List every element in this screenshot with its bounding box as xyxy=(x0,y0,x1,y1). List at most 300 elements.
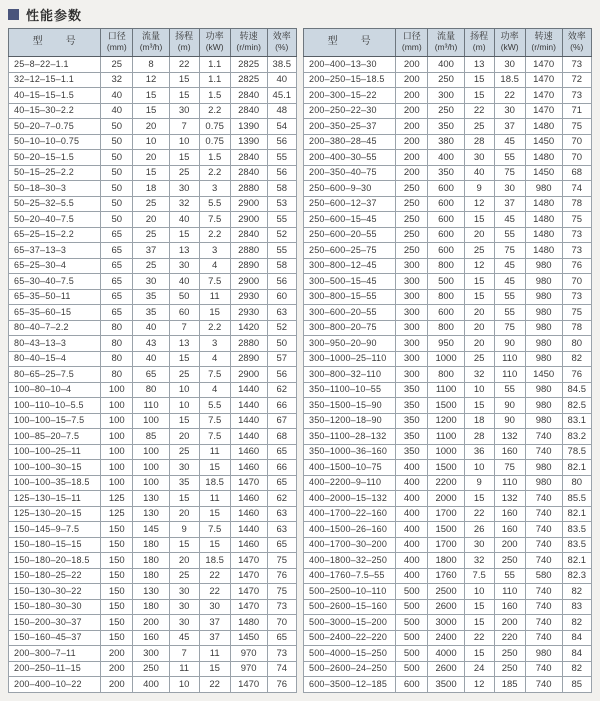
value-cell: 15 xyxy=(169,413,199,429)
value-cell: 1460 xyxy=(230,491,267,507)
value-cell: 10 xyxy=(464,460,494,476)
table-row-left xyxy=(9,57,297,73)
table-row-right xyxy=(304,506,592,522)
value-cell: 78 xyxy=(562,320,591,336)
value-cell: 45 xyxy=(169,630,199,646)
value-cell: 980 xyxy=(525,646,562,662)
value-cell: 24 xyxy=(464,661,494,677)
value-cell: 110 xyxy=(133,398,169,414)
model-cell: 25–8–22–1.1 xyxy=(9,57,101,73)
value-cell: 1450 xyxy=(525,165,562,181)
value-cell: 22 xyxy=(494,88,525,104)
table-row-left xyxy=(9,165,297,181)
value-cell: 32 xyxy=(464,367,494,383)
table-row-right xyxy=(304,243,592,259)
table-row-right xyxy=(304,584,592,600)
value-cell: 250 xyxy=(396,227,428,243)
model-cell: 150–145–9–7.5 xyxy=(9,522,101,538)
value-cell: 100 xyxy=(101,413,133,429)
value-cell: 32 xyxy=(464,553,494,569)
value-cell: 40 xyxy=(101,103,133,119)
value-cell: 11 xyxy=(199,646,230,662)
value-cell: 2.2 xyxy=(199,320,230,336)
value-cell: 55 xyxy=(267,243,296,259)
value-cell: 32 xyxy=(169,196,199,212)
table-row-left xyxy=(9,351,297,367)
value-cell: 50 xyxy=(101,212,133,228)
value-cell: 185 xyxy=(494,677,525,693)
value-cell: 2400 xyxy=(428,630,464,646)
table-row-right xyxy=(304,103,592,119)
model-cell: 500–2600–24–250 xyxy=(304,661,396,677)
value-cell: 600 xyxy=(428,227,464,243)
value-cell: 18.5 xyxy=(199,553,230,569)
value-cell: 80 xyxy=(101,351,133,367)
value-cell: 90 xyxy=(494,336,525,352)
value-cell: 740 xyxy=(525,553,562,569)
value-cell: 82 xyxy=(562,615,591,631)
value-cell: 740 xyxy=(525,491,562,507)
value-cell: 30 xyxy=(464,150,494,166)
value-cell: 2.2 xyxy=(199,165,230,181)
value-cell: 1440 xyxy=(230,413,267,429)
value-cell: 73 xyxy=(562,243,591,259)
column-header-model: 型 号 xyxy=(304,29,396,57)
value-cell: 65 xyxy=(101,305,133,321)
value-cell: 73 xyxy=(562,57,591,73)
value-cell: 2890 xyxy=(230,258,267,274)
model-cell: 65–25–15–2.2 xyxy=(9,227,101,243)
value-cell: 980 xyxy=(525,460,562,476)
model-cell: 100–85–20–7.5 xyxy=(9,429,101,445)
model-cell: 100–80–10–4 xyxy=(9,382,101,398)
value-cell: 35 xyxy=(133,305,169,321)
table-row-left xyxy=(9,475,297,491)
value-cell: 350 xyxy=(428,119,464,135)
value-cell: 200 xyxy=(396,134,428,150)
value-cell: 145 xyxy=(133,522,169,538)
model-cell: 200–250–11–15 xyxy=(9,661,101,677)
table-row-right xyxy=(304,553,592,569)
value-cell: 7.5 xyxy=(199,367,230,383)
value-cell: 250 xyxy=(428,103,464,119)
value-cell: 75 xyxy=(494,320,525,336)
value-cell: 13 xyxy=(169,336,199,352)
value-cell: 20 xyxy=(169,429,199,445)
value-cell: 80 xyxy=(562,475,591,491)
value-cell: 28 xyxy=(464,429,494,445)
table-row-right xyxy=(304,677,592,693)
value-cell: 65 xyxy=(267,537,296,553)
value-cell: 150 xyxy=(101,537,133,553)
value-cell: 37 xyxy=(494,119,525,135)
value-cell: 85 xyxy=(133,429,169,445)
value-cell: 74 xyxy=(562,181,591,197)
value-cell: 2900 xyxy=(230,367,267,383)
value-cell: 1420 xyxy=(230,320,267,336)
value-cell: 600 xyxy=(428,212,464,228)
value-cell: 2500 xyxy=(428,584,464,600)
value-cell: 350 xyxy=(396,429,428,445)
model-cell: 400–2000–15–132 xyxy=(304,491,396,507)
value-cell: 250 xyxy=(428,72,464,88)
value-cell: 15 xyxy=(169,227,199,243)
model-cell: 350–1100–10–55 xyxy=(304,382,396,398)
model-cell: 200–400–10–22 xyxy=(9,677,101,693)
value-cell: 100 xyxy=(133,460,169,476)
value-cell: 1390 xyxy=(230,119,267,135)
value-cell: 22 xyxy=(199,584,230,600)
model-cell: 65–30–40–7.5 xyxy=(9,274,101,290)
table-row-right xyxy=(304,150,592,166)
value-cell: 580 xyxy=(525,568,562,584)
value-cell: 180 xyxy=(133,568,169,584)
value-cell: 800 xyxy=(428,258,464,274)
table-row-left xyxy=(9,537,297,553)
value-cell: 2840 xyxy=(230,227,267,243)
value-cell: 7.5 xyxy=(199,413,230,429)
column-header-1: 流量 (m³/h) xyxy=(428,29,464,57)
value-cell: 1500 xyxy=(428,460,464,476)
value-cell: 63 xyxy=(267,305,296,321)
table-row-right xyxy=(304,599,592,615)
value-cell: 20 xyxy=(169,553,199,569)
table-row-right xyxy=(304,227,592,243)
model-cell: 200–250–22–30 xyxy=(304,103,396,119)
value-cell: 30 xyxy=(494,181,525,197)
value-cell: 30 xyxy=(464,537,494,553)
value-cell: 600 xyxy=(428,181,464,197)
value-cell: 7 xyxy=(169,119,199,135)
table-row-right xyxy=(304,491,592,507)
value-cell: 54 xyxy=(267,119,296,135)
model-cell: 150–180–30–30 xyxy=(9,599,101,615)
model-cell: 125–130–15–11 xyxy=(9,491,101,507)
table-row-left xyxy=(9,460,297,476)
value-cell: 800 xyxy=(428,289,464,305)
model-cell: 300–800–20–75 xyxy=(304,320,396,336)
value-cell: 25 xyxy=(169,367,199,383)
value-cell: 50 xyxy=(101,165,133,181)
value-cell: 980 xyxy=(525,413,562,429)
value-cell: 2880 xyxy=(230,243,267,259)
value-cell: 15 xyxy=(199,305,230,321)
table-row-left xyxy=(9,506,297,522)
value-cell: 78 xyxy=(562,196,591,212)
value-cell: 52 xyxy=(267,320,296,336)
value-cell: 50 xyxy=(101,119,133,135)
value-cell: 150 xyxy=(101,615,133,631)
value-cell: 9 xyxy=(464,475,494,491)
model-cell: 150–130–30–22 xyxy=(9,584,101,600)
value-cell: 55 xyxy=(267,150,296,166)
value-cell: 7.5 xyxy=(464,568,494,584)
value-cell: 200 xyxy=(396,103,428,119)
table-row-left xyxy=(9,88,297,104)
table-row-right xyxy=(304,165,592,181)
value-cell: 22 xyxy=(199,677,230,693)
model-cell: 500–2400–22–220 xyxy=(304,630,396,646)
model-cell: 200–380–28–45 xyxy=(304,134,396,150)
value-cell: 200 xyxy=(101,661,133,677)
value-cell: 350 xyxy=(428,165,464,181)
table-row-left xyxy=(9,305,297,321)
column-header-2: 扬程 (m) xyxy=(464,29,494,57)
table-row-left xyxy=(9,584,297,600)
value-cell: 82.1 xyxy=(562,506,591,522)
value-cell: 65 xyxy=(101,289,133,305)
model-cell: 300–500–15–45 xyxy=(304,274,396,290)
value-cell: 30 xyxy=(169,584,199,600)
value-cell: 15 xyxy=(464,289,494,305)
column-header-2: 扬程 (m) xyxy=(169,29,199,57)
value-cell: 1460 xyxy=(230,537,267,553)
value-cell: 30 xyxy=(494,57,525,73)
value-cell: 2840 xyxy=(230,88,267,104)
value-cell: 35 xyxy=(133,289,169,305)
value-cell: 83 xyxy=(562,599,591,615)
value-cell: 2930 xyxy=(230,289,267,305)
value-cell: 15 xyxy=(169,72,199,88)
value-cell: 1470 xyxy=(525,103,562,119)
value-cell: 132 xyxy=(494,491,525,507)
value-cell: 75 xyxy=(267,553,296,569)
value-cell: 0.75 xyxy=(199,119,230,135)
value-cell: 1450 xyxy=(230,630,267,646)
spec-table-left xyxy=(8,28,297,693)
model-cell: 400–1500–26–160 xyxy=(304,522,396,538)
value-cell: 100 xyxy=(133,413,169,429)
model-cell: 400–1800–32–250 xyxy=(304,553,396,569)
table-row-left xyxy=(9,522,297,538)
value-cell: 82.1 xyxy=(562,553,591,569)
value-cell: 1450 xyxy=(525,367,562,383)
value-cell: 380 xyxy=(428,134,464,150)
value-cell: 132 xyxy=(494,429,525,445)
value-cell: 45 xyxy=(494,274,525,290)
table-row-right xyxy=(304,537,592,553)
value-cell: 15 xyxy=(464,615,494,631)
value-cell: 75 xyxy=(562,305,591,321)
value-cell: 3 xyxy=(199,181,230,197)
value-cell: 500 xyxy=(428,274,464,290)
value-cell: 2890 xyxy=(230,351,267,367)
model-cell: 500–3000–15–200 xyxy=(304,615,396,631)
table-row-left xyxy=(9,336,297,352)
value-cell: 250 xyxy=(494,646,525,662)
value-cell: 500 xyxy=(396,599,428,615)
value-cell: 73 xyxy=(562,88,591,104)
table-row-right xyxy=(304,320,592,336)
model-cell: 80–65–25–7.5 xyxy=(9,367,101,383)
value-cell: 980 xyxy=(525,258,562,274)
value-cell: 980 xyxy=(525,320,562,336)
value-cell: 1480 xyxy=(230,615,267,631)
model-cell: 80–40–15–4 xyxy=(9,351,101,367)
value-cell: 82 xyxy=(562,351,591,367)
value-cell: 350 xyxy=(396,398,428,414)
value-cell: 3 xyxy=(199,243,230,259)
model-cell: 50–20–15–1.5 xyxy=(9,150,101,166)
value-cell: 5.5 xyxy=(199,398,230,414)
section-title xyxy=(8,5,82,24)
value-cell: 22 xyxy=(464,103,494,119)
header-row xyxy=(304,29,592,57)
value-cell: 45 xyxy=(494,258,525,274)
value-cell: 55 xyxy=(494,227,525,243)
value-cell: 75 xyxy=(267,584,296,600)
value-cell: 2.2 xyxy=(199,103,230,119)
model-cell: 200–400–30–55 xyxy=(304,150,396,166)
table-row-right xyxy=(304,398,592,414)
value-cell: 80 xyxy=(101,367,133,383)
section-title-text: 性能参数 xyxy=(26,8,83,23)
value-cell: 4 xyxy=(199,258,230,274)
table-row-left xyxy=(9,212,297,228)
table-row-right xyxy=(304,305,592,321)
value-cell: 48 xyxy=(267,103,296,119)
value-cell: 1700 xyxy=(428,537,464,553)
value-cell: 400 xyxy=(428,150,464,166)
value-cell: 45.1 xyxy=(267,88,296,104)
value-cell: 150 xyxy=(101,630,133,646)
table-row-left xyxy=(9,630,297,646)
value-cell: 9 xyxy=(169,522,199,538)
table-row-right xyxy=(304,475,592,491)
value-cell: 10 xyxy=(464,584,494,600)
value-cell: 15 xyxy=(464,72,494,88)
value-cell: 1000 xyxy=(428,444,464,460)
value-cell: 2930 xyxy=(230,305,267,321)
table-row-right xyxy=(304,367,592,383)
value-cell: 85 xyxy=(562,677,591,693)
value-cell: 84 xyxy=(562,630,591,646)
value-cell: 7.5 xyxy=(199,522,230,538)
value-cell: 300 xyxy=(396,305,428,321)
value-cell: 37 xyxy=(199,615,230,631)
value-cell: 1440 xyxy=(230,382,267,398)
value-cell: 980 xyxy=(525,181,562,197)
value-cell: 200 xyxy=(396,72,428,88)
value-cell: 22 xyxy=(169,57,199,73)
value-cell: 180 xyxy=(133,537,169,553)
value-cell: 83.2 xyxy=(562,429,591,445)
value-cell: 15 xyxy=(199,506,230,522)
value-cell: 3000 xyxy=(428,615,464,631)
value-cell: 2200 xyxy=(428,475,464,491)
table-row-left xyxy=(9,615,297,631)
column-header-3: 功率 (kW) xyxy=(199,29,230,57)
value-cell: 300 xyxy=(133,646,169,662)
value-cell: 300 xyxy=(396,367,428,383)
model-cell: 65–35–60–15 xyxy=(9,305,101,321)
value-cell: 300 xyxy=(396,258,428,274)
table-row-left xyxy=(9,320,297,336)
value-cell: 20 xyxy=(464,336,494,352)
value-cell: 53 xyxy=(267,196,296,212)
value-cell: 15 xyxy=(199,537,230,553)
value-cell: 1480 xyxy=(525,227,562,243)
table-row-left xyxy=(9,289,297,305)
value-cell: 18.5 xyxy=(494,72,525,88)
table-row-left xyxy=(9,491,297,507)
value-cell: 250 xyxy=(396,181,428,197)
table-row-right xyxy=(304,88,592,104)
value-cell: 73 xyxy=(267,646,296,662)
value-cell: 1100 xyxy=(428,382,464,398)
value-cell: 2600 xyxy=(428,599,464,615)
value-cell: 970 xyxy=(230,646,267,662)
value-cell: 90 xyxy=(494,413,525,429)
value-cell: 2000 xyxy=(428,491,464,507)
value-cell: 25 xyxy=(169,165,199,181)
value-cell: 500 xyxy=(396,630,428,646)
value-cell: 65 xyxy=(267,475,296,491)
value-cell: 15 xyxy=(464,212,494,228)
model-cell: 300–800–15–55 xyxy=(304,289,396,305)
value-cell: 66 xyxy=(267,460,296,476)
value-cell: 65 xyxy=(101,274,133,290)
value-cell: 40 xyxy=(464,165,494,181)
value-cell: 82 xyxy=(562,584,591,600)
model-cell: 300–950–20–90 xyxy=(304,336,396,352)
value-cell: 50 xyxy=(101,134,133,150)
value-cell: 65 xyxy=(133,367,169,383)
value-cell: 740 xyxy=(525,444,562,460)
value-cell: 22 xyxy=(464,506,494,522)
value-cell: 26 xyxy=(464,522,494,538)
value-cell: 100 xyxy=(133,444,169,460)
model-cell: 50–20–40–7.5 xyxy=(9,212,101,228)
column-header-5: 效率 (%) xyxy=(562,29,591,57)
value-cell: 75 xyxy=(494,243,525,259)
value-cell: 67 xyxy=(267,413,296,429)
table-row-left xyxy=(9,274,297,290)
value-cell: 300 xyxy=(396,351,428,367)
value-cell: 56 xyxy=(267,367,296,383)
value-cell: 85.5 xyxy=(562,491,591,507)
value-cell: 600 xyxy=(428,243,464,259)
value-cell: 400 xyxy=(396,475,428,491)
model-cell: 250–600–25–75 xyxy=(304,243,396,259)
value-cell: 20 xyxy=(133,119,169,135)
value-cell: 40 xyxy=(169,274,199,290)
value-cell: 980 xyxy=(525,336,562,352)
value-cell: 30 xyxy=(169,615,199,631)
value-cell: 20 xyxy=(464,305,494,321)
value-cell: 60 xyxy=(169,305,199,321)
value-cell: 75 xyxy=(494,165,525,181)
value-cell: 1460 xyxy=(230,460,267,476)
table-row-right xyxy=(304,522,592,538)
value-cell: 2880 xyxy=(230,181,267,197)
value-cell: 1760 xyxy=(428,568,464,584)
value-cell: 500 xyxy=(396,615,428,631)
model-cell: 50–25–32–5.5 xyxy=(9,196,101,212)
value-cell: 200 xyxy=(396,165,428,181)
model-cell: 350–1100–28–132 xyxy=(304,429,396,445)
value-cell: 15 xyxy=(464,398,494,414)
table-row-right xyxy=(304,212,592,228)
model-cell: 32–12–15–1.1 xyxy=(9,72,101,88)
value-cell: 52 xyxy=(267,227,296,243)
value-cell: 7 xyxy=(169,646,199,662)
value-cell: 740 xyxy=(525,615,562,631)
value-cell: 65 xyxy=(101,258,133,274)
value-cell: 740 xyxy=(525,522,562,538)
table-row-right xyxy=(304,568,592,584)
value-cell: 50 xyxy=(101,150,133,166)
